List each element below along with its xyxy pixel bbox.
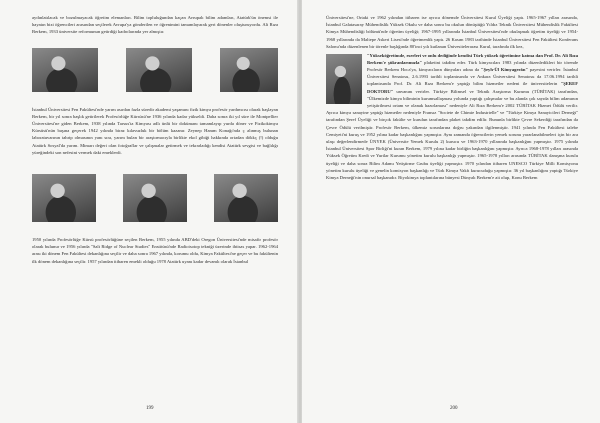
page-number-right: 200: [450, 406, 458, 411]
photo-row-2: [32, 174, 278, 222]
photo-row-1: [32, 48, 278, 92]
photo-award: [220, 48, 278, 92]
photo-ceremony: [126, 48, 192, 92]
right-paragraph-1: [326, 14, 578, 50]
photo-portrait: [214, 174, 278, 222]
quote-honorary-doctor: "ŞEREF DOKTORU": [367, 81, 578, 94]
right-page: [302, 0, 600, 423]
right-text-4: unvanını verirler. Türkiye Bilimsel ve Teknik Araştırma Kurumu (TÜBİTAK) tarafından, "Ülkemizde kimya biliminin kurumsallaşması yolunda yaptığı çalışmalar ve bu alanda çok sayıda bilim adamının yetiştirilmesi ortam ve olanak hazırlaması" nedeniyle Ali Rıza Berkem'e 2002 TÜBİTAK Hizmet Ödülü verilir. Ayrıca kimya sanayine yaptığı hizmetler nedeniyle Fransız "Societe de Chimie Industrielle" ve "Türkiye Kimya Sanayicileri Derneği" tarafından Şeref Üyeliği ve birçok fakülte ve kurulun tarafından plaket takdim edilir. Bununla birlikte Çevre Sekerdiği tarafından da Çevre Ödülü verilmiştir. Profesör Berkem, ülkemiz sorunlarına doğru yakından ilgilenmiştir. 1941 yılında Fen Fakültesi talebe Cemiyeti'ni kuruş ve 1952 yılına kadar başkanlığını yapmıştır. Aynı zamanda öğrencilerin yemek sorunu yararlanabilmeleri için bir ara ulaşı değerlendirmede ÜNYEK (Üniversite Yemek Kurulu 2) kurucu ve 1963-1970 yıllarında başkanlığını yapmıştır. 1975 yılında İstanbul Üniversitesi Spor Birliği'ni kuran Berkem, 1979 yılına kadar birliğin başkanlığını yapmıştır. Ayrıca 1968-1978 yılları arasında Yüksek Öğretim Kredi ve Yurtlar Kurumu yönetim kurulu başkanlığı yapmıştır. 1965-1978 yılları arasında TÜBİTAK danışma kurulu üyeliği ve daha sonra Bilim Adamı Yetiştirme Grubu üyeliği yapmıştır. 1970 yılından itibaren UNESCO Türkiye Milli Komisyonu yönetim kurulu üyeliği ve genelin komisyon başkanlığı ve Türk Kimya Vakfı kurucuduğu yapmıştır. 36 yıl başkanlığını yaptığı Türkiye Kimya Derneği'nin onursal başkanıdır. Biyokimya toplantılarına bünyesi Dünyalı Berkem'e ait olup, Konu Berkem: [326, 88, 578, 180]
right-text-block: [326, 14, 578, 181]
left-paragraph-1: aydınlatılacak ve bozulmayacak öğretim elemanları. Bilim topluluğundan kaçan Avrupalı bilim adamları, Atatürk'ün önemsi ile hayatın bizi öğrencileri arasından seçilerek Avrupa'ya gönderilen ve öğrenimini tamamlayarak geri dönenler oluşturuyordu. Ali Rıza Berkem, 1933 üniversite reformunun getirdiği kadrolarında yer almıştır.: [32, 15, 278, 35]
quote-plaque: "Yükseköğretimde, eserleri ve onlu dediğinde kendisi Türk yüksek öğretimine katma dan Prof. Dr. Ali Rıza Berkem'e şükranlarımızla": [367, 52, 578, 65]
photo-group: [123, 174, 187, 222]
photo-plaque: [326, 54, 362, 104]
left-page: [0, 0, 298, 423]
quote-title: "Şeyh-Ül Kimyagerân": [480, 66, 528, 72]
left-paragraph-2: İstanbul Üniversitesi Fen Fakültesi'nde yarım asırdan fazla süredir akademi yaşamını fizik kimya profesör yardımcısı olarak başlayan Berkem, bir yıl sonra başlık getirilerek Profesörlüğe Kürsüsü'ne 1936 yılında kadar yükseldi. Daha sonra iki yıl süre ile Montpellier Üniversitesi'ne giden Berkem, 1938 yılında Tarsus'ta Kimyası adlı ünlü bir dokümanı tamamlayıp yurda döner ve Fizikokimya Kürsüsü'nün başına geçerek 1942 yılında biraz kılavuzluk bir bölüm kazanır. Zeynep Hanım Konağı'nda ç alınmış bulunan laboratuvarının tahrip olmasının yanı sıra, yarım bulan bir araştırmacıyla birlikte ekol gibiği hakkında ortadan dökkç (!) olduğu Atatürk Sosyal'da yarım. Mimarı değeri olan fotoğraflar ve çalışmalar getirmek ve tekrarladığı kendisi Atatürk sevgisi ve bağlılığı yüreğindeki son nefesini vermek daki emeklerdi.: [32, 106, 278, 155]
photo-lecture: [32, 48, 98, 92]
left-paragraph-3: 1950 yılında Profesörlüğe Kürsü profesörlüğüne seçilen Berkem, 1955 yılında ABD'deki Oregon Üniversitesi'nde misafir profesör olarak bulunur ve 1956 yılında "Salt Ridge of Nuclear Studies" Enstitüsü'nde Radioisotop tekniği üzerinde ihtisas yapar. 1962-1964 arası iki dönem Fen Fakültesi dekanlığına seçilir ve daha sonra 1967 yılında, korumu oldu, Kimya Fakültesi'ne geçer ve bu fakültenin ilk dönem dekanlığına seçilir. 1957 yılından itibaren emekli olduğu 1978 Atatürk uyanı kadar devamlı olarak İstanbul: [32, 237, 278, 264]
right-text-1: Üniversitesi'ne, Ortaki ve 1962 yılından itibaren ise ayrıca dönemde Üniversitesi Kurul Üyeliği yaptı. 1965-1967 yılları arasında, İstanbul Galatasaray Mühendislik Yüksek Okulu ve daha sonra bu okulun dönüştüğü Yıldız Teknik Üniversitesi Mühendislik Fakültesi Kimya Mühendisliği bölümü'nde öğretim üyeliği; 1967-1995 yıllarında İstanbul Üniversitesi'nde okulaşmak öğretim üyeliği ve 1954-1968 yıllarında da Maltepe Askeri Lisesi'nde öğretmenlik yaptı. 26 Kasım 1983 tarihinde İstanbul Üniversitesi Fen Fakültesi Konferans Salonu'nda düzenlenen bir törenle başlığında 80'inci yılı kutlanan Ünivesitelerarası Kurul, tarafında ilk kez,: [326, 15, 578, 49]
right-text-3: payesini verirler. İstanbul Üniversitesi Senatosu, 2.6.1993 tarihli toplantısında ve Ankara Üniversitesi Senatosu da 17.06.1994 tarihli toplantısında Prof. Dr. Ali Rıza Berkem'e yaptığı bilim hizmetler nedeni ile üniversitelerin: [367, 66, 578, 87]
right-paragraph-2: [326, 52, 578, 182]
photo-laboratory: [32, 174, 96, 222]
right-text-2: plaketini takdim eder. Türk kimyacıları 1983 yılında düzenledikleri bir törende Profesör Berkem Hoca'ya, kimyacıların dünyaları adına da: [367, 59, 578, 72]
page-number-left: 199: [146, 406, 154, 411]
